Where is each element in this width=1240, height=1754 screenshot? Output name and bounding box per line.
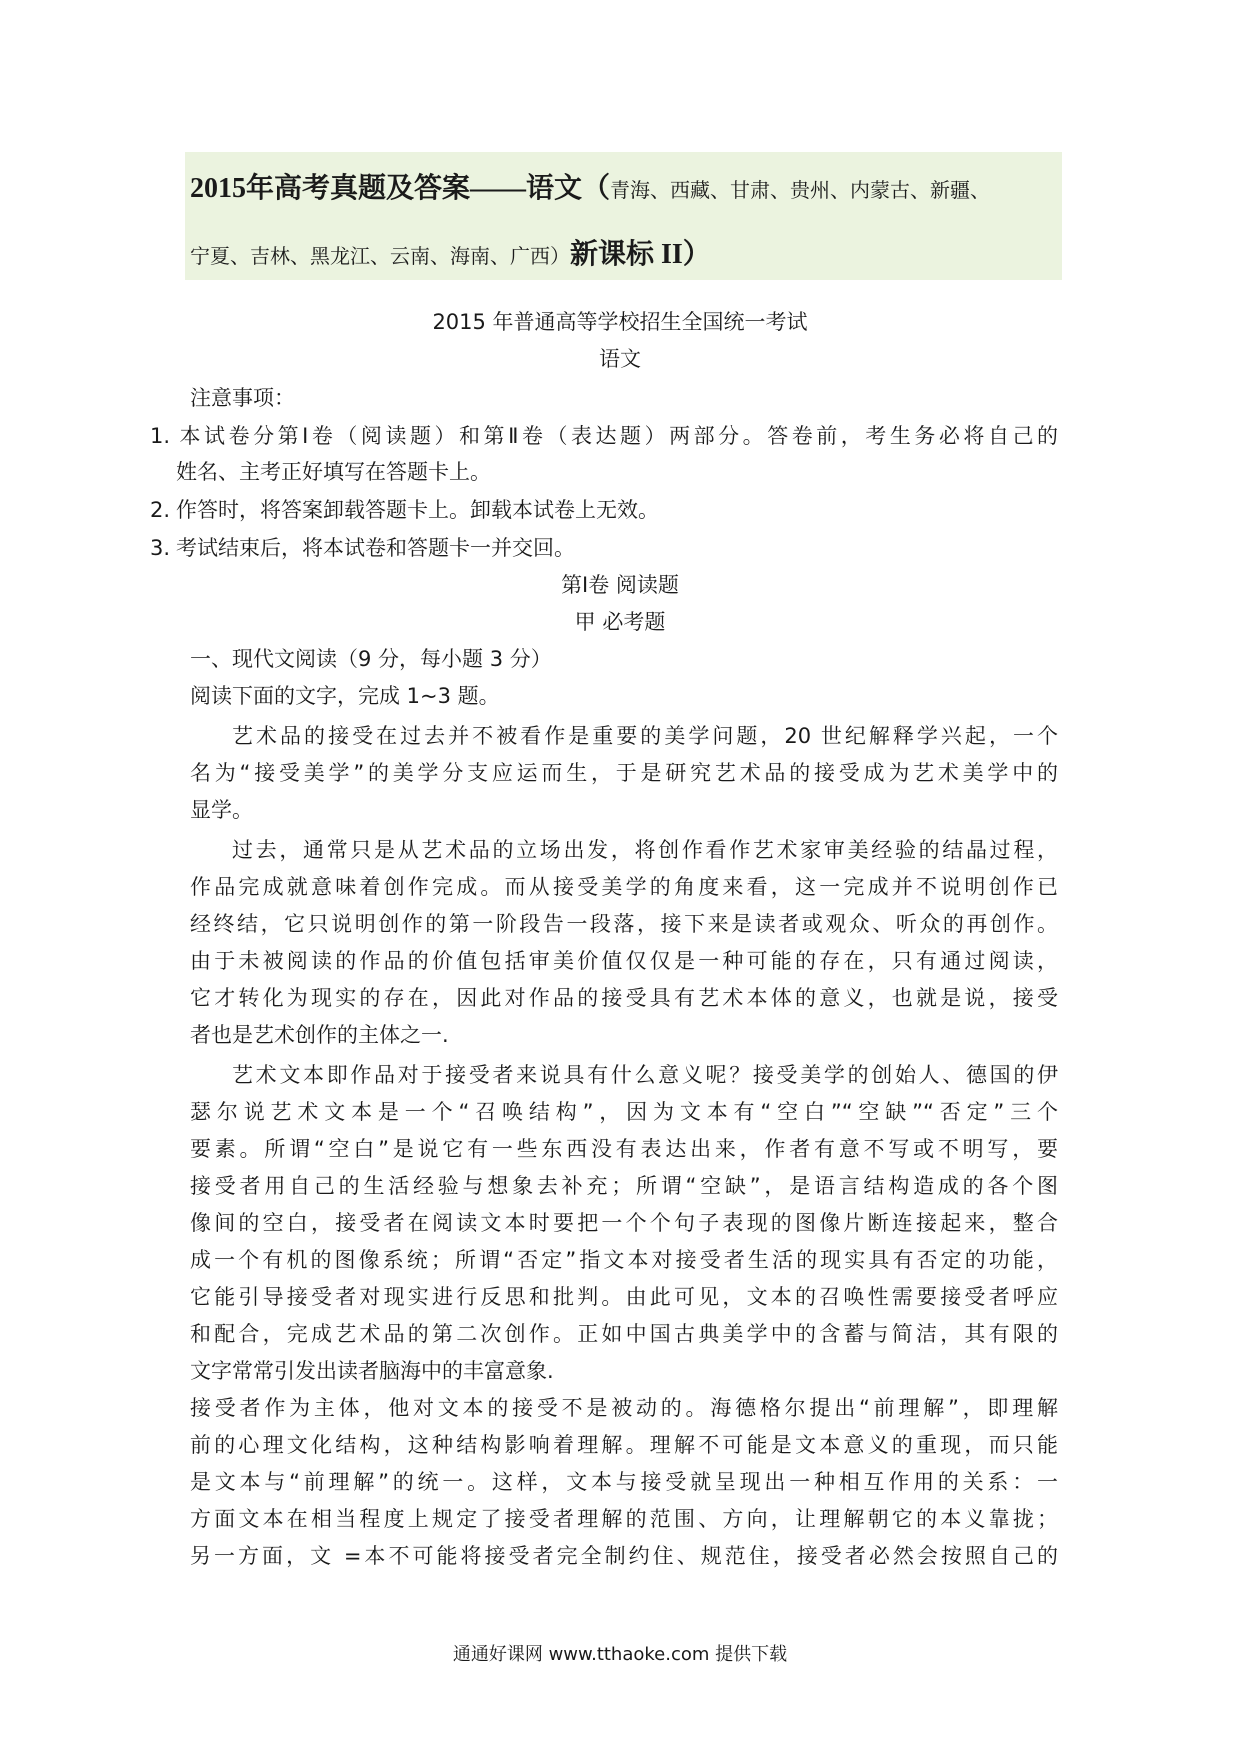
paragraph-3-line-3: 要素。所谓“空白”是说它有一些东西没有表达出来，作者有意不写或不明写，要 <box>190 1137 1058 1161</box>
title-regions-1: 青海、西藏、甘肃、贵州、内蒙古、新疆、 <box>610 178 991 202</box>
notice-heading: 注意事项： <box>190 386 295 410</box>
paragraph-3-line-9: 文字常常引发出读者脑海中的丰富意象. <box>190 1359 554 1383</box>
exam-title: 2015 年普通高等学校招生全国统一考试 <box>432 310 808 334</box>
paragraph-3-line-5: 像间的空白，接受者在阅读文本时要把一个个句子表现的图像片断连接起来，整合 <box>190 1211 1058 1235</box>
reading-instruction: 阅读下面的文字，完成 1~3 题。 <box>190 684 500 708</box>
page-footer: 通通好课网 www.tthaoke.com 提供下载 <box>452 1644 788 1665</box>
notice-item-2-number: 2. <box>150 498 171 522</box>
part-title: 第Ⅰ卷 阅读题 <box>561 573 679 597</box>
paragraph-2-line-4: 由于未被阅读的作品的价值包括审美价值仅仅是一种可能的存在，只有通过阅读， <box>190 949 1058 973</box>
notice-item-1-line-2: 姓名、主考正好填写在答题卡上。 <box>176 460 491 484</box>
notice-item-3: 3. 考试结束后，将本试卷和答题卡一并交回。 <box>150 536 575 560</box>
paragraph-3-line-2: 瑟尔说艺术文本是一个“召唤结构”，因为文本有“空白”“空缺”“否定”三个 <box>190 1100 1058 1124</box>
title-line-2 <box>190 232 711 272</box>
paragraph-2-line-1: 过去，通常只是从艺术品的立场出发，将创作看作艺术家审美经验的结晶过程， <box>232 838 1058 862</box>
paragraph-1-line-1: 艺术品的接受在过去并不被看作是重要的美学问题，20 世纪解释学兴起，一个 <box>232 724 1058 748</box>
paragraph-3-line-4: 接受者用自己的生活经验与想象去补充；所谓“空缺”，是语言结构造成的各个图 <box>190 1174 1058 1198</box>
section-title: 甲 必考题 <box>574 610 666 634</box>
paragraph-4-line-5: 另一方面，文 =本不可能将接受者完全制约住、规范住，接受者必然会按照自己的 <box>190 1544 1058 1568</box>
title-line-1 <box>190 166 990 206</box>
paragraph-4-line-1: 接受者作为主体，他对文本的接受不是被动的。海德格尔提出“前理解”，即理解 <box>190 1396 1058 1420</box>
paragraph-1-line-2: 名为“接受美学”的美学分支应运而生，于是研究艺术品的接受成为艺术美学中的 <box>190 761 1058 785</box>
paragraph-2-line-6: 者也是艺术创作的主体之一. <box>190 1023 449 1047</box>
question-heading: 一、现代文阅读（9 分，每小题 3 分） <box>190 647 552 671</box>
paragraph-3-line-6: 成一个有机的图像系统；所谓“否定”指文本对接受者生活的现实具有否定的功能， <box>190 1248 1058 1272</box>
paragraph-4-line-2: 前的心理文化结构，这种结构影响着理解。理解不可能是文本意义的重现，而只能 <box>190 1433 1058 1457</box>
paragraph-3-line-1: 艺术文本即作品对于接受者来说具有什么意义呢？接受美学的创始人、德国的伊 <box>232 1063 1058 1087</box>
title-curriculum: 新课标 II） <box>570 239 711 270</box>
title-main: 2015年高考真题及答案——语文（ <box>190 173 611 204</box>
subject-title: 语文 <box>599 347 641 371</box>
notice-item-1-number: 1. <box>150 424 171 448</box>
paragraph-1-line-3: 显学。 <box>190 798 253 822</box>
paragraph-2-line-3: 经终结，它只说明创作的第一阶段告一段落，接下来是读者或观众、听众的再创作。 <box>190 912 1058 936</box>
paragraph-4-line-4: 方面文本在相当程度上规定了接受者理解的范围、方向，让理解朝它的本义靠拢； <box>190 1507 1058 1531</box>
paragraph-2-line-2: 作品完成就意味着创作完成。而从接受美学的角度来看，这一完成并不说明创作已 <box>190 875 1058 899</box>
title-regions-2: 宁夏、吉林、黑龙江、云南、海南、广西） <box>190 244 570 268</box>
paragraph-2-line-5: 它才转化为现实的存在，因此对作品的接受具有艺术本体的意义，也就是说，接受 <box>190 986 1058 1010</box>
notice-item-1-line-1: 1. 本试卷分第Ⅰ卷（阅读题）和第Ⅱ卷（表达题）两部分。答卷前，考生务必将自己的 <box>150 424 1058 448</box>
notice-item-2: 2. 作答时，将答案卸载答题卡上。卸载本试卷上无效。 <box>150 498 659 522</box>
notice-item-3-number: 3. <box>150 536 171 560</box>
paragraph-3-line-7: 它能引导接受者对现实进行反思和批判。由此可见，文本的召唤性需要接受者呼应 <box>190 1285 1058 1309</box>
paragraph-4-line-3: 是文本与“前理解”的统一。这样，文本与接受就呈现出一种相互作用的关系：一 <box>190 1470 1058 1494</box>
paragraph-3-line-8: 和配合，完成艺术品的第二次创作。正如中国古典美学中的含蓄与简洁，其有限的 <box>190 1322 1058 1346</box>
